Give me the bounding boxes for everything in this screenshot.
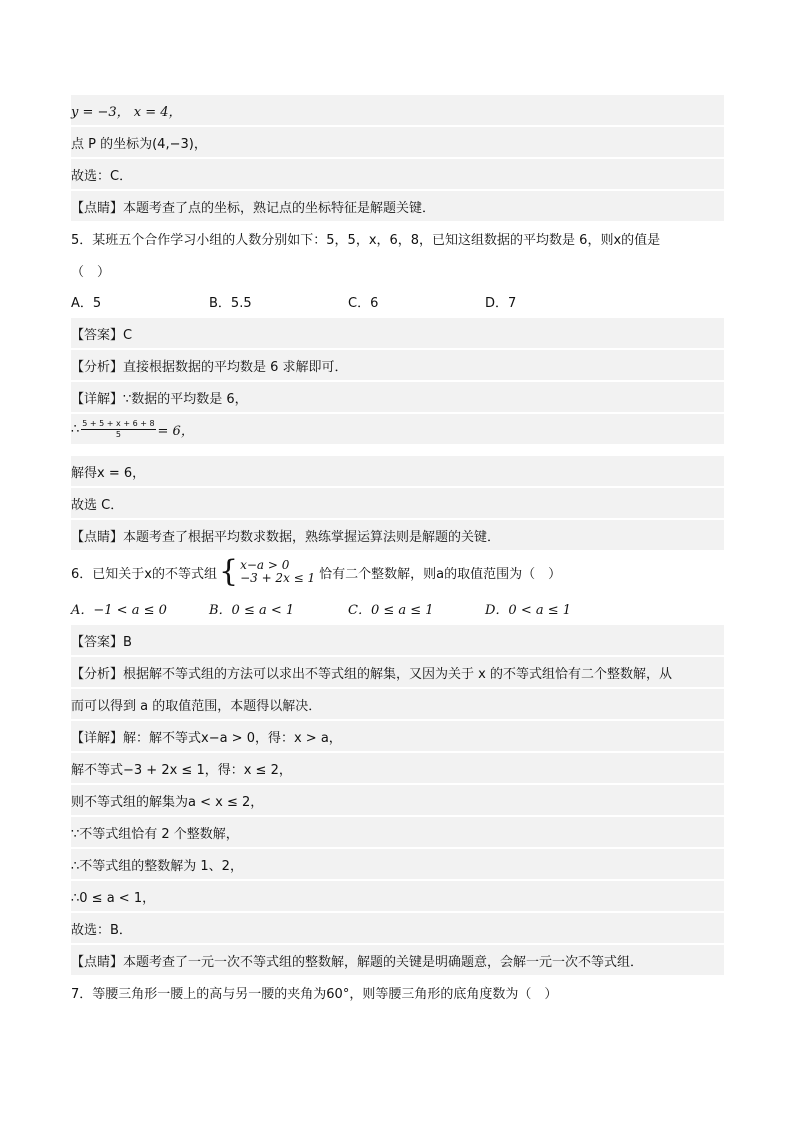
q6-options bbox=[71, 593, 724, 623]
q4-solution-line-3: 故选：C． bbox=[71, 159, 724, 189]
q5-detail-2: ∴ $\frac{5 + 5 + x + 6 + 8}{5}$ = 6， bbox=[71, 414, 724, 444]
q6-detail-3: 则不等式组的解集为a < x ≤ 2， bbox=[71, 785, 724, 815]
q7-stem: 7．等腰三角形一腰上的高与另一腰的夹角为60°，则等腰三角形的底角度数为（ ） bbox=[71, 986, 558, 1002]
q5-options bbox=[71, 286, 724, 316]
q6-system-brace: { bbox=[218, 554, 239, 589]
q5-analysis: 【分析】直接根据数据的平均数是 6 求解即可． bbox=[71, 350, 724, 380]
q6-analysis-line-1: 【分析】根据解不等式组的方法可以求出不等式组的解集，又因为关于 x 的不等式组恰有二个整数解，从 bbox=[71, 657, 724, 687]
q4-remark: 【点睛】本题考查了点的坐标，熟记点的坐标特征是解题关键． bbox=[71, 191, 724, 221]
q6-detail-5: ∴不等式组的整数解为 1、2， bbox=[71, 849, 724, 879]
q6-answer: 【答案】B bbox=[71, 625, 724, 655]
q6-detail-4: ∵不等式组恰有 2 个整数解， bbox=[71, 817, 724, 847]
q5-stem-line-2: （ ） bbox=[71, 264, 111, 280]
q6-inequality-system: x−a > 0 −3 + 2x ≤ 1 bbox=[240, 558, 316, 585]
q6-detail-1: 【详解】解：解不等式x−a > 0，得：x > a， bbox=[71, 721, 724, 751]
q5-detail-1: 【详解】∵数据的平均数是 6， bbox=[71, 382, 724, 412]
q5-stem-line-1: 5．某班五个合作学习小组的人数分别如下：5，5，x，6，8，已知这组数据的平均数是 6，则x的值是 bbox=[71, 232, 661, 248]
q5-option-c: C．6 bbox=[348, 295, 379, 311]
q5-detail-3: 解得x = 6， bbox=[71, 456, 724, 486]
q6-option-c: C．0 ≤ a ≤ 1 bbox=[348, 602, 434, 618]
q5-answer: 【答案】C bbox=[71, 318, 724, 348]
q6-stem: 6．已知关于x的不等式组 { x−a > 0 −3 + 2x ≤ 1 恰有二个整数解，则a的取值范围为（ ） bbox=[71, 554, 562, 589]
q4-solution-line-2: 点 P 的坐标为(4,−3)， bbox=[71, 127, 724, 157]
q6-remark: 【点睛】本题考查了一元一次不等式组的整数解，解题的关键是明确题意，会解一元一次不等式组． bbox=[71, 945, 724, 975]
q5-option-a: A．5 bbox=[71, 295, 102, 311]
q6-option-d: D．0 < a ≤ 1 bbox=[485, 602, 572, 618]
q6-option-b: B．0 ≤ a < 1 bbox=[209, 602, 295, 618]
q6-option-a: A．−1 < a ≤ 0 bbox=[71, 602, 167, 618]
q5-remark: 【点睛】本题考查了根据平均数求数据，熟练掌握运算法则是解题的关键． bbox=[71, 520, 724, 550]
q6-detail-6: ∴0 ≤ a < 1， bbox=[71, 881, 724, 911]
q6-detail-7: 故选：B． bbox=[71, 913, 724, 943]
q4-solution-line-1: y = −3， x = 4， bbox=[71, 95, 724, 125]
q6-detail-2: 解不等式−3 + 2x ≤ 1，得：x ≤ 2， bbox=[71, 753, 724, 783]
q5-option-b: B．5.5 bbox=[209, 295, 252, 311]
q6-analysis-line-2: 而可以得到 a 的取值范围，本题得以解决． bbox=[71, 689, 724, 719]
q5-fraction: $\frac{5 + 5 + x + 6 + 8}{5}$ bbox=[82, 418, 155, 439]
q5-detail-4: 故选 C． bbox=[71, 488, 724, 518]
q5-option-d: D．7 bbox=[485, 295, 517, 311]
